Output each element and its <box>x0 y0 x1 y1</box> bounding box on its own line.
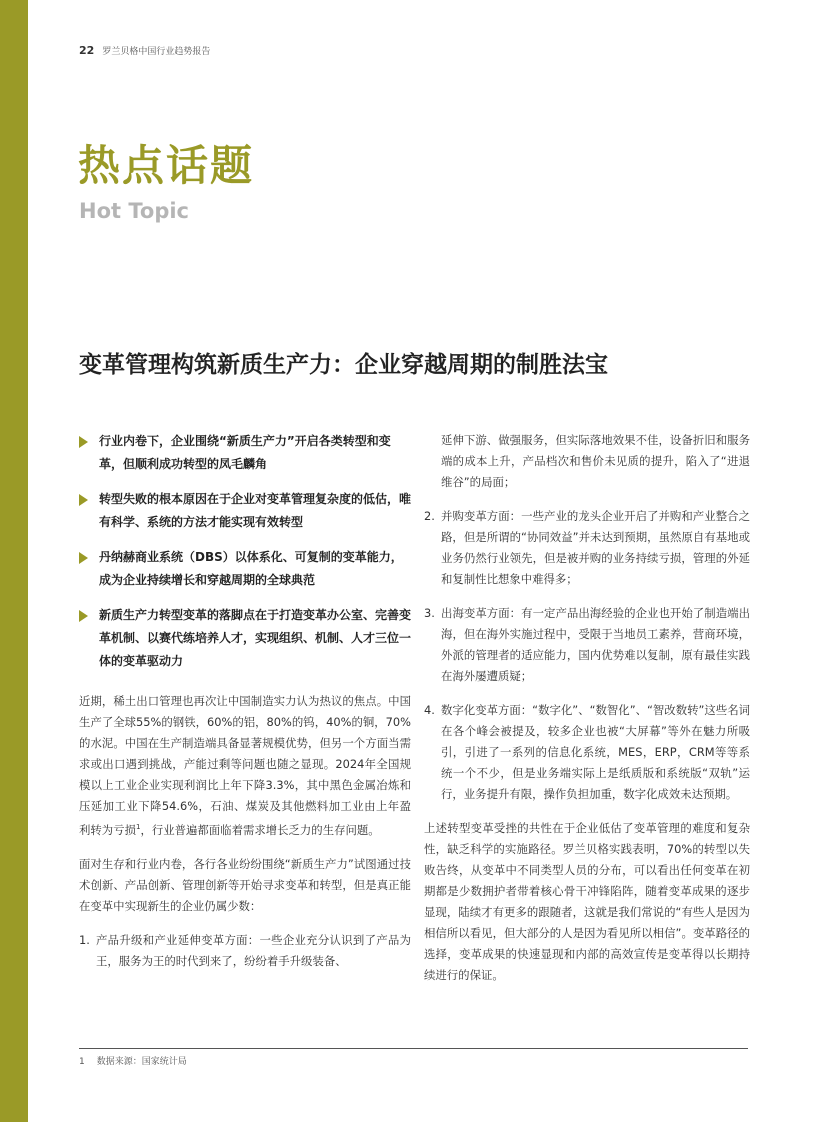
list-item-text: 产品升级和产业延伸变革方面：一些企业充分认识到了产品为王，服务为王的时代到来了，纷纷着手升级装备、 <box>96 932 411 968</box>
key-points-list <box>79 430 411 673</box>
list-item-continued <box>424 430 750 493</box>
list-item-number: 3. <box>424 606 435 620</box>
list-item-number: 2. <box>424 509 435 523</box>
list-item-text: 延伸下游、做强服务，但实际落地效果不佳，设备折旧和服务端的成本上升，产品档次和售价未见质的提升，陷入了“进退维谷”的局面； <box>441 433 750 489</box>
key-point <box>79 430 411 476</box>
list-item-number: 1. <box>79 932 90 947</box>
left-column <box>79 430 411 985</box>
list-item-text: 出海变革方面：有一定产品出海经验的企业也开始了制造端出海，但在海外实施过程中，受限于当地员工素养，营商环境，外派的管理者的适应能力，国内优势难以复制，原有最佳实践在海外屡遭质疑； <box>441 606 750 683</box>
report-name: 罗兰贝格中国行业趋势报告 <box>102 47 211 57</box>
section-title-en: Hot Topic <box>79 199 189 223</box>
list-item <box>79 930 411 972</box>
list-item <box>424 506 750 590</box>
key-point <box>79 604 411 673</box>
triangle-bullet-icon <box>79 552 88 564</box>
key-point-text: 行业内卷下，企业围绕“新质生产力”开启各类转型和变革，但顺利成功转型的凤毛麟角 <box>99 434 391 471</box>
intro-paragraph-1-text: 近期，稀土出口管理也再次让中国制造实力认为热议的焦点。中国生产了全球55%的钢铁，60%的铝，80%的钨，40%的铜，70%的水泥。中国在生产制造端具备显著规模优势，但另一个方面当需求或出口遇到挑战，产能过剩等问题也随之显现。2024年全国规模以上工业企业实现利润比上年下降3.3%，其中黑色金属冶炼和压延加工业下降54.6%，石油、煤炭及其他燃料加工业由上年盈利转为亏损 <box>79 694 411 837</box>
footnote-ref: 1 <box>135 823 141 831</box>
numbered-list-right <box>424 506 750 805</box>
footnote-number: 1 <box>79 1057 85 1067</box>
key-point-text: 转型失败的根本原因在于企业对变革管理复杂度的低估，唯有科学、系统的方法才能实现有效转型 <box>99 492 412 529</box>
key-point <box>79 546 411 592</box>
side-accent-bar <box>0 0 28 1122</box>
section-title-cn: 热点话题 <box>78 141 255 190</box>
conclusion-paragraph: 上述转型变革受挫的共性在于企业低估了变革管理的难度和复杂性，缺乏科学的实施路径。罗兰贝格实践表明，70%的转型以失败告终，从变革中不同类型人员的分布，可以看出任何变革在初期都是少数拥护者带着核心骨干冲锋陷阵，随着变革成果的逐步显现，陆续才有更多的跟随者，这就是我们常说的“有些人是因为相信所以看见，但大部分的人是因为看见所以相信”。变革路径的选择，变革成果的快速显现和内部的高效宣传是变革得以长期持续进行的保证。 <box>424 821 750 982</box>
list-item <box>424 700 750 805</box>
footnote-divider <box>79 1048 748 1049</box>
list-item-text: 数字化变革方面：“数字化”、“数智化”、“智改数转”这些名词在各个峰会被提及，较多企业也被“大屏幕”等外在魅力所吸引，引进了一系列的信息化系统，MES，ERP，CRM等等系统一个不少，但是业务端实际上是纸质版和系统版“双轨”运行，业务提升有限，操作负担加重，数字化成效未达预期。 <box>441 703 750 801</box>
key-point <box>79 488 411 534</box>
page-number: 22 <box>79 44 95 57</box>
list-item-number: 4. <box>424 703 435 717</box>
footnote-text: 数据来源：国家统计局 <box>96 1057 187 1067</box>
triangle-bullet-icon <box>79 610 88 622</box>
intro-paragraph-1-tail: ，行业普遍都面临着需求增长乏力的生存问题。 <box>140 822 380 837</box>
numbered-list-left <box>79 930 411 972</box>
page-header <box>79 44 210 60</box>
list-item <box>424 603 750 687</box>
triangle-bullet-icon <box>79 494 88 506</box>
key-point-text: 新质生产力转型变革的落脚点在于打造变革办公室、完善变革机制、以赛代练培养人才，实现组织、机制、人才三位一体的变革驱动力 <box>99 608 412 668</box>
intro-paragraph-2: 面对生存和行业内卷，各行各业纷纷围绕“新质生产力”试图通过技术创新、产品创新、管理创新等开始寻求变革和转型，但是真正能在变革中实现新生的企业仍属少数： <box>79 856 411 913</box>
key-point-text: 丹纳赫商业系统（DBS）以体系化、可复制的变革能力，成为企业持续增长和穿越周期的全球典范 <box>99 550 403 587</box>
article-title: 变革管理构筑新质生产力：企业穿越周期的制胜法宝 <box>79 352 608 378</box>
footnote <box>79 1055 187 1069</box>
triangle-bullet-icon <box>79 436 88 448</box>
right-column <box>424 430 750 999</box>
list-item-text: 并购变革方面：一些产业的龙头企业开启了并购和产业整合之路，但是所谓的“协同效益”并未达到预期，虽然原自有基地或业务仍然行业领先，但是被并购的业务持续亏损，管理的外延和复制性比想象中难得多； <box>441 509 750 586</box>
intro-paragraph-1 <box>79 691 411 841</box>
